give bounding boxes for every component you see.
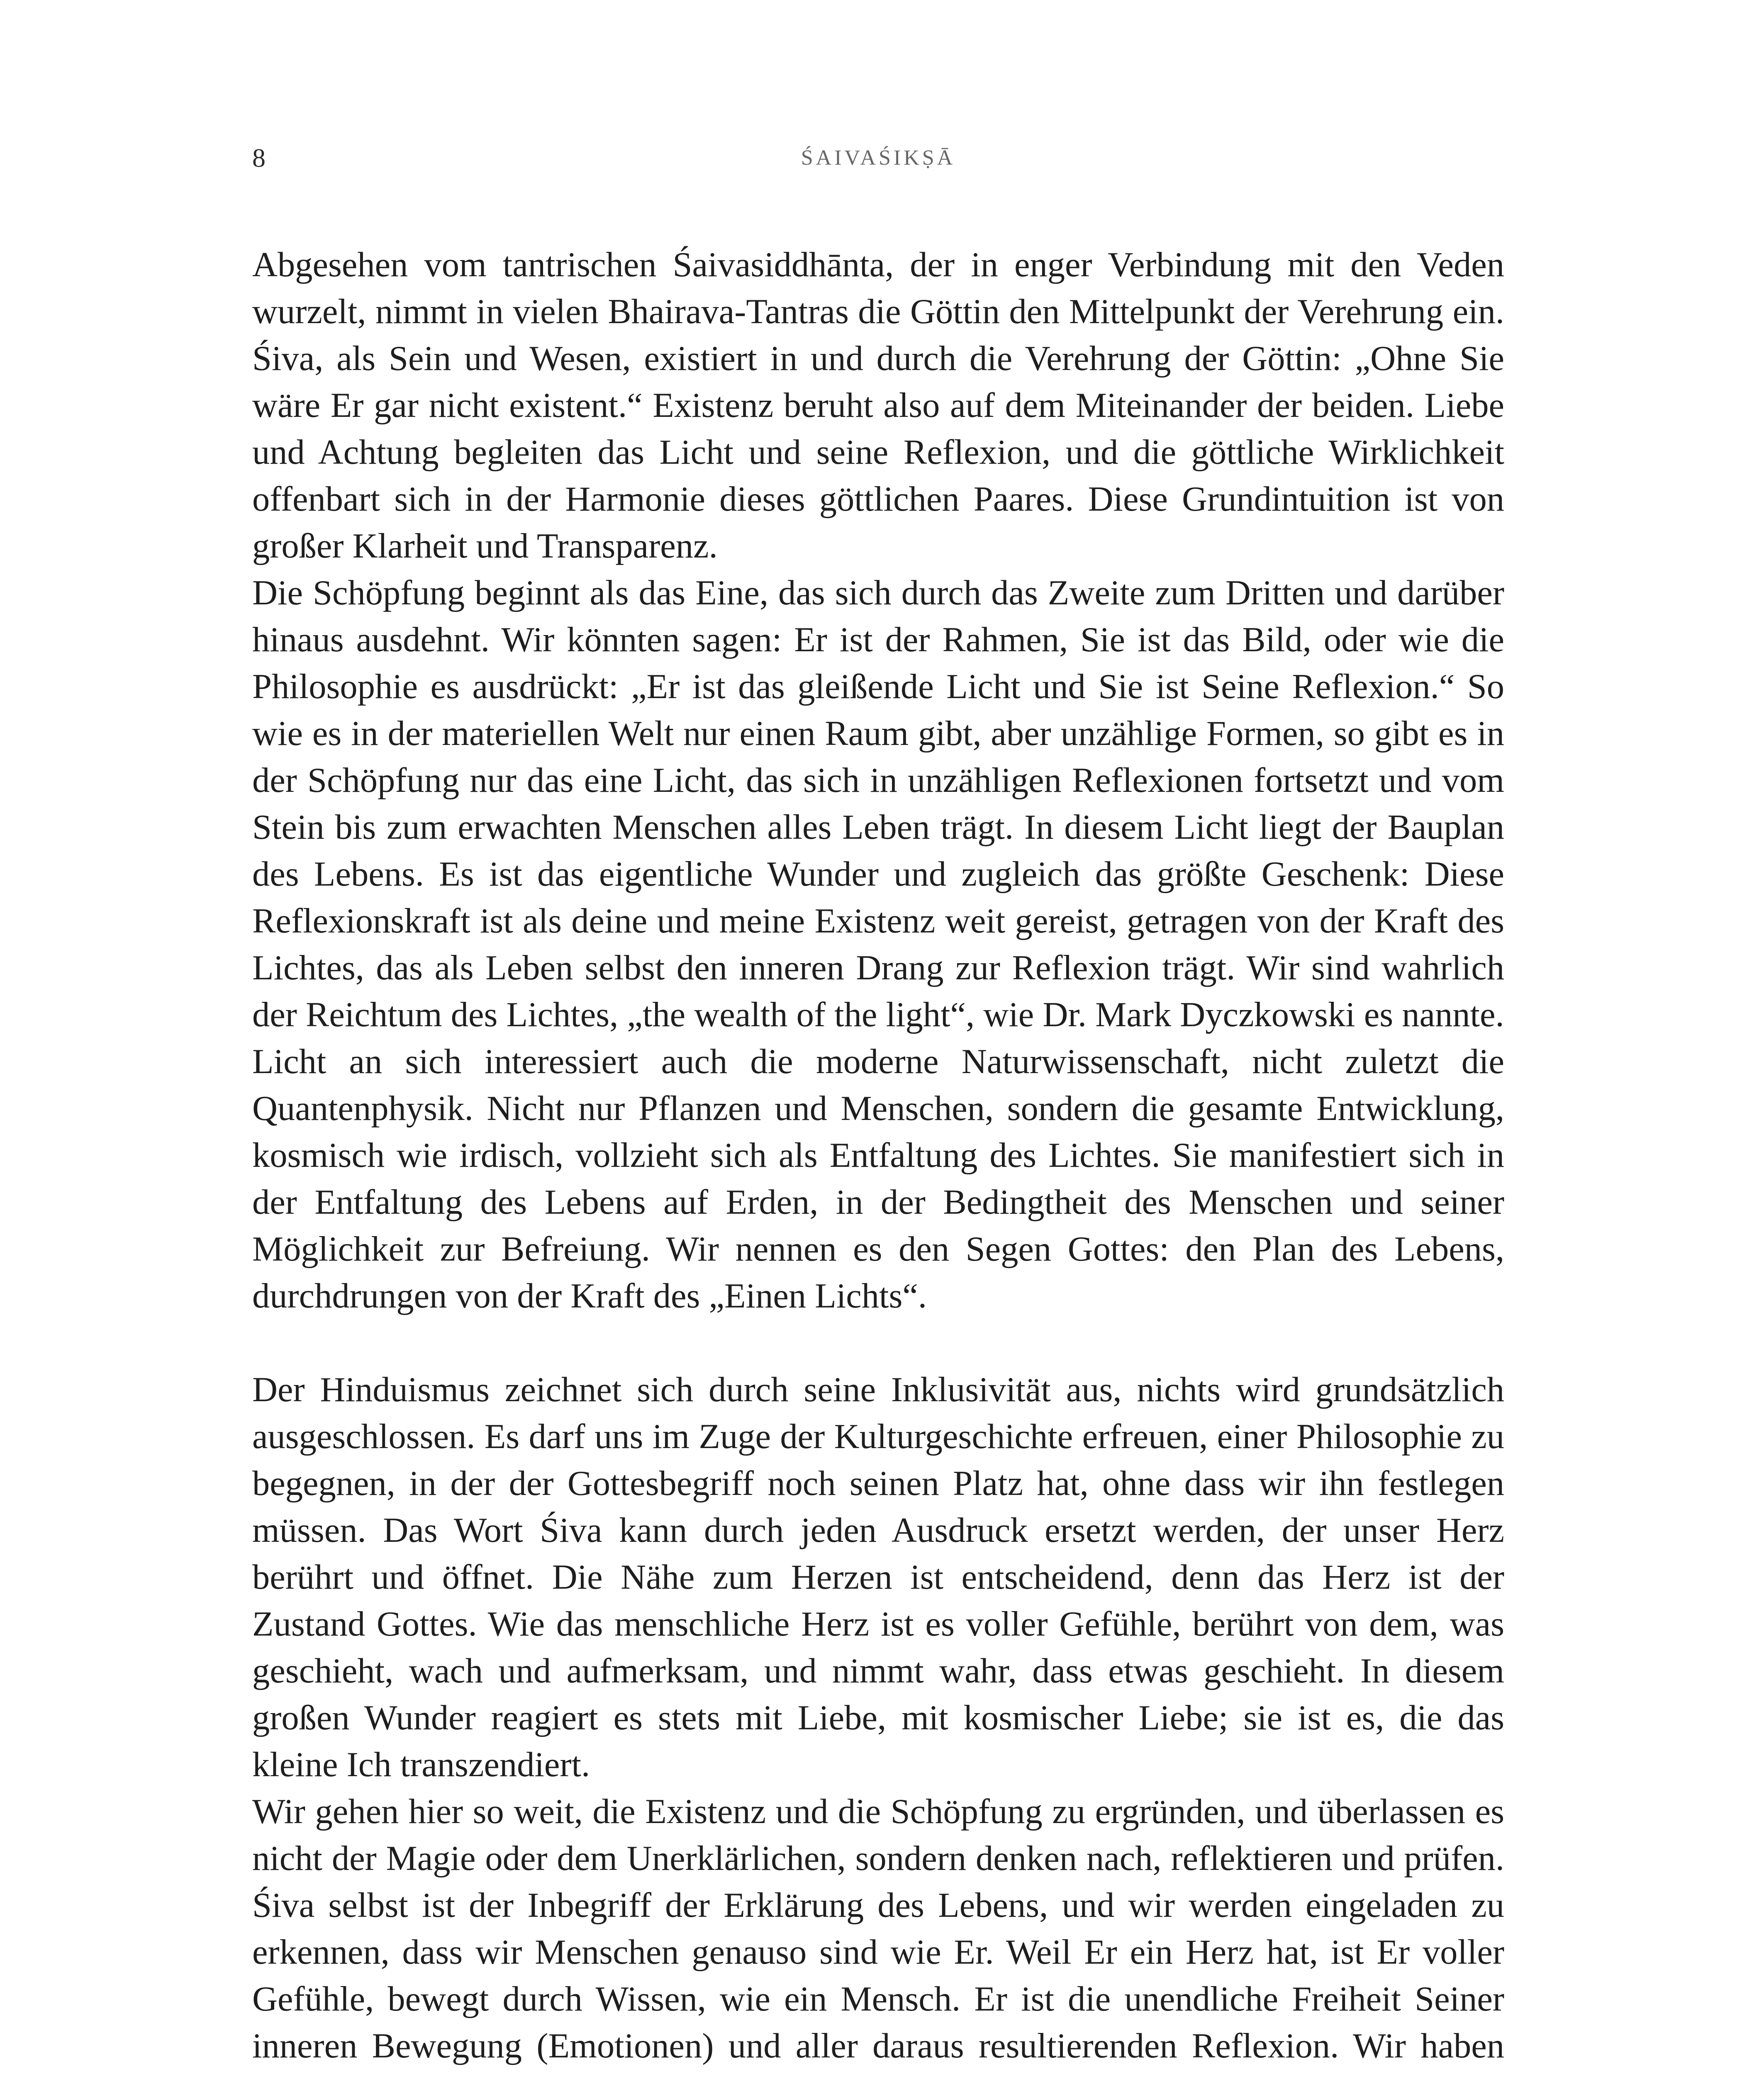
paragraph: Der Hinduismus zeichnet sich durch seine Inklusivität aus, nichts wird grundsätzlich ausgeschlossen. Es darf uns im Zuge der Kulturgeschichte erfreuen, einer Philosophie zu begegnen, in der der Gottesbegriff noch seinen Platz hat, ohne dass wir ihn festlegen müssen. Das Wort Śiva kann durch jeden Ausdruck ersetzt werden, der unser Herz berührt und öffnet. Die Nähe zum Herzen ist entscheidend, denn das Herz ist der Zustand Gottes. Wie das menschliche Herz ist es voller Gefühle, berührt von dem, was geschieht, wach und aufmerksam, und nimmt wahr, dass etwas geschieht. In diesem großen Wunder reagiert es stets mit Liebe, mit kosmischer Liebe; sie ist es, die das kleine Ich transzendiert. (252, 1370, 1504, 1784)
running-title: ŚAIVAŚIKṢĀ (801, 146, 956, 170)
paragraph: Wir gehen hier so weit, die Existenz und die Schöpfung zu ergründen, und überlassen es nicht der Magie oder dem Unerklärlichen, sondern denken nach, reflektieren und prüfen. Śiva selbst ist der Inbegriff der Erklärung des Lebens, und wir werden eingeladen zu erkennen, dass wir Menschen genauso sind wie Er. Weil Er ein Herz hat, ist Er voller Gefühle, bewegt durch Wissen, wie ein Mensch. Er ist die unendliche Freiheit Seiner inneren Bewegung (Emotionen) und aller daraus resultierenden Reflexion. Wir haben (252, 1792, 1504, 2065)
text-section (252, 1366, 1504, 2074)
text-section (252, 241, 1504, 1319)
paragraph: Abgesehen vom tantrischen Śaivasiddhānta, der in enger Verbindung mit den Veden wurzelt, nimmt in vielen Bhairava-Tantras die Göttin den Mittelpunkt der Verehrung ein. Śiva, als Sein und Wesen, existiert in und durch die Verehrung der Göttin: „Ohne Sie wäre Er gar nicht existent.“ Existenz beruht also auf dem Miteinander der beiden. Liebe und Achtung begleiten das Licht und seine Reflexion, und die göttliche Wirklichkeit offenbart sich in der Harmonie dieses göttlichen Paares. Diese Grundintuition ist von großer Klarheit und Transparenz. (252, 246, 1504, 565)
paragraph: Die Schöpfung beginnt als das Eine, das sich durch das Zweite zum Dritten und darüber hinaus ausdehnt. Wir könnten sagen: Er ist der Rahmen, Sie ist das Bild, oder wie die Philosophie es ausdrückt: „Er ist das gleißende Licht und Sie ist Seine Reflexion.“ So wie es in der materiellen Welt nur einen Raum gibt, aber unzählige Formen, so gibt es in der Schöpfung nur das eine Licht, das sich in unzähligen Reflexionen fortsetzt und vom Stein bis zum erwachten Menschen alles Leben trägt. In diesem Licht liegt der Bauplan des Lebens. Es ist das eigentliche Wunder und zugleich das größte Geschenk: Diese Reflexionskraft ist als deine und meine Existenz weit gereist, getragen von der Kraft des Lichtes, das als Leben selbst den inneren Drang zur Reflexion trägt. Wir sind wahrlich der Reichtum des Lichtes, „the wealth of the light“, wie Dr. Mark Dyczkowski es nannte. (252, 574, 1504, 1034)
running-header (252, 135, 1504, 181)
body-text (252, 241, 1504, 2074)
section-break (252, 1319, 1504, 1366)
paragraph: Licht an sich interessiert auch die moderne Naturwissenschaft, nicht zuletzt die Quantenphysik. Nicht nur Pflanzen und Menschen, sondern die gesamte Entwicklung, kosmisch wie irdisch, vollzieht sich als Entfaltung des Lichtes. Sie manifestiert sich in der Entfaltung des Lebens auf Erden, in der Bedingtheit des Menschen und seiner Möglichkeit zur Befreiung. Wir nennen es den Segen Gottes: den Plan des Lebens, durchdrungen von der Kraft des „Einen Lichts“. (252, 1042, 1504, 1315)
page-number: 8 (252, 143, 266, 173)
